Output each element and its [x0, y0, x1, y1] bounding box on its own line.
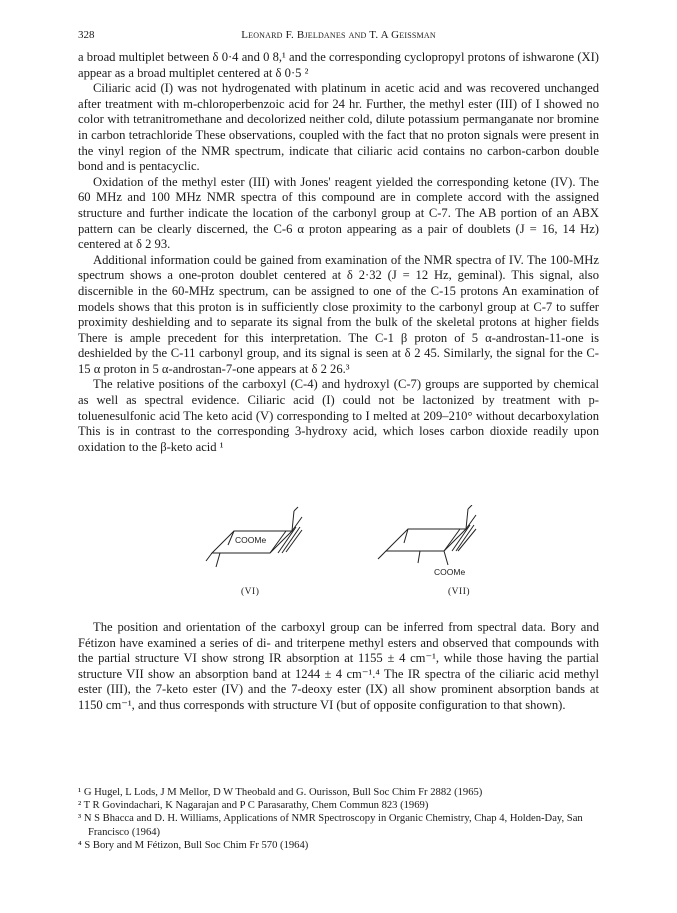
structure-vii-group: COOMe	[434, 567, 466, 577]
structure-vi-drawing	[198, 505, 318, 585]
running-head: Leonard F. Bjeldanes and T. A Geissman	[241, 29, 436, 41]
structure-vi-group: COOMe	[235, 535, 267, 545]
structure-vii-label: (VII)	[448, 587, 471, 597]
footnote: ² T R Govindachari, K Nagarajan and P C Parasarathy, Chem Commun 823 (1969)	[78, 800, 429, 812]
footnote: ⁴ S Bory and M Fétizon, Bull Soc Chim Fr 570 (1964)	[78, 839, 309, 851]
paragraph: Additional information could be gained from examination of the NMR spectra of IV. The 100-MHz spectrum shows a one-proton doublet centered at δ 2·32 (J = 12 Hz, geminal). This signal, also discernible in the 60-MHz spectrum, can be assigned to one of the C-15 protons An examination of models shows that this proton is in sufficiently close proximity to the carbonyl group at C-7 to suffer proximity deshielding and to separate its signal from the bulk of the skeletal protons at higher fields There is ample precedent for this interpretation. The C-1 β proton of 5 α-androstan-11-one is deshielded by the C-11 carbonyl group, and its signal is seen at δ 2 45. Similarly, the signal for the C-15 α proton in 5 α-androstan-7-one appears at δ 2 26.³	[78, 252, 599, 376]
structure-figure	[78, 505, 599, 605]
paragraph: a broad multiplet between δ 0·4 and 0 8,¹ and the corresponding cyclopropyl protons of ishwarone (XI) appear as a broad multiplet centered at δ 0·5 ²	[78, 50, 599, 80]
paragraph: The position and orientation of the carboxyl group can be inferred from spectral data. Bory and Fétizon have examined a series of di- and triterpene methyl esters and observed that compounds with the partial structure VI show strong IR absorption at 1155 ± 4 cm⁻¹, while those having the partial structure VII show an absorption band at 1244 ± 4 cm⁻¹.⁴ The IR spectra of the ciliaric acid methyl ester (III), the 7-keto ester (IV) and the 7-deoxy ester (IX) all show prominent absorption bands at 1150 cm⁻¹, and thus corresponds with structure VI (but of opposite configuration to that shown).	[78, 620, 599, 712]
paragraph: Ciliaric acid (I) was not hydrogenated with platinum in acetic acid and was recovered unchanged after treatment with m-chloroperbenzoic acid for 24 hr. Further, the methyl ester (III) of I showed no color with tetranitromethane and decolorized neither cold, dilute potassium permanganate nor bromine in carbon tetrachloride These observations, coupled with the fact that no proton signals were present in the vinyl region of the NMR spectrum, indicate that ciliaric acid contains no carbon-carbon double bond and is pentacyclic.	[78, 81, 599, 174]
structure-vii	[368, 505, 488, 600]
footnote: ¹ G Hugel, L Lods, J M Mellor, D W Theobald and G. Ourisson, Bull Soc Chim Fr 2882 (1965)	[78, 787, 483, 798]
paragraph: Oxidation of the methyl ester (III) with Jones' reagent yielded the corresponding ketone (IV). The 60 MHz and 100 MHz NMR spectra of this compound are in complete accord with the assigned structure and further indicate the location of the carbonyl group at C-7. The AB portion of an ABX pattern can be clearly discerned, the C-6 α proton appearing as a pair of doublets (J = 16, 14 Hz) centered at δ 2 93.	[78, 174, 599, 252]
body-text-lower	[78, 620, 599, 714]
structure-vi	[198, 505, 318, 600]
page-header	[78, 29, 599, 45]
body-text-upper	[78, 50, 599, 455]
footnotes	[78, 786, 599, 852]
structure-vi-label: (VI)	[241, 587, 260, 597]
page-number: 328	[78, 29, 95, 41]
footnote: ³ N S Bhacca and D. H. Williams, Applications of NMR Spectroscopy in Organic Chemistry, Chap 4, Holden-Day, San Francisco (1964)	[78, 813, 583, 838]
structure-vii-drawing	[368, 505, 488, 585]
paragraph: The relative positions of the carboxyl (C-4) and hydroxyl (C-7) groups are supported by chemical as well as spectral evidence. Ciliaric acid (I) could not be lactonized by treatment with p-toluenesulfonic acid The keto acid (V) corresponding to I melted at 209–210° without decarboxylation This is in contrast to the corresponding 3-hydroxy acid, which loses carbon dioxide readily upon oxidation to the β-keto acid ¹	[78, 377, 599, 454]
